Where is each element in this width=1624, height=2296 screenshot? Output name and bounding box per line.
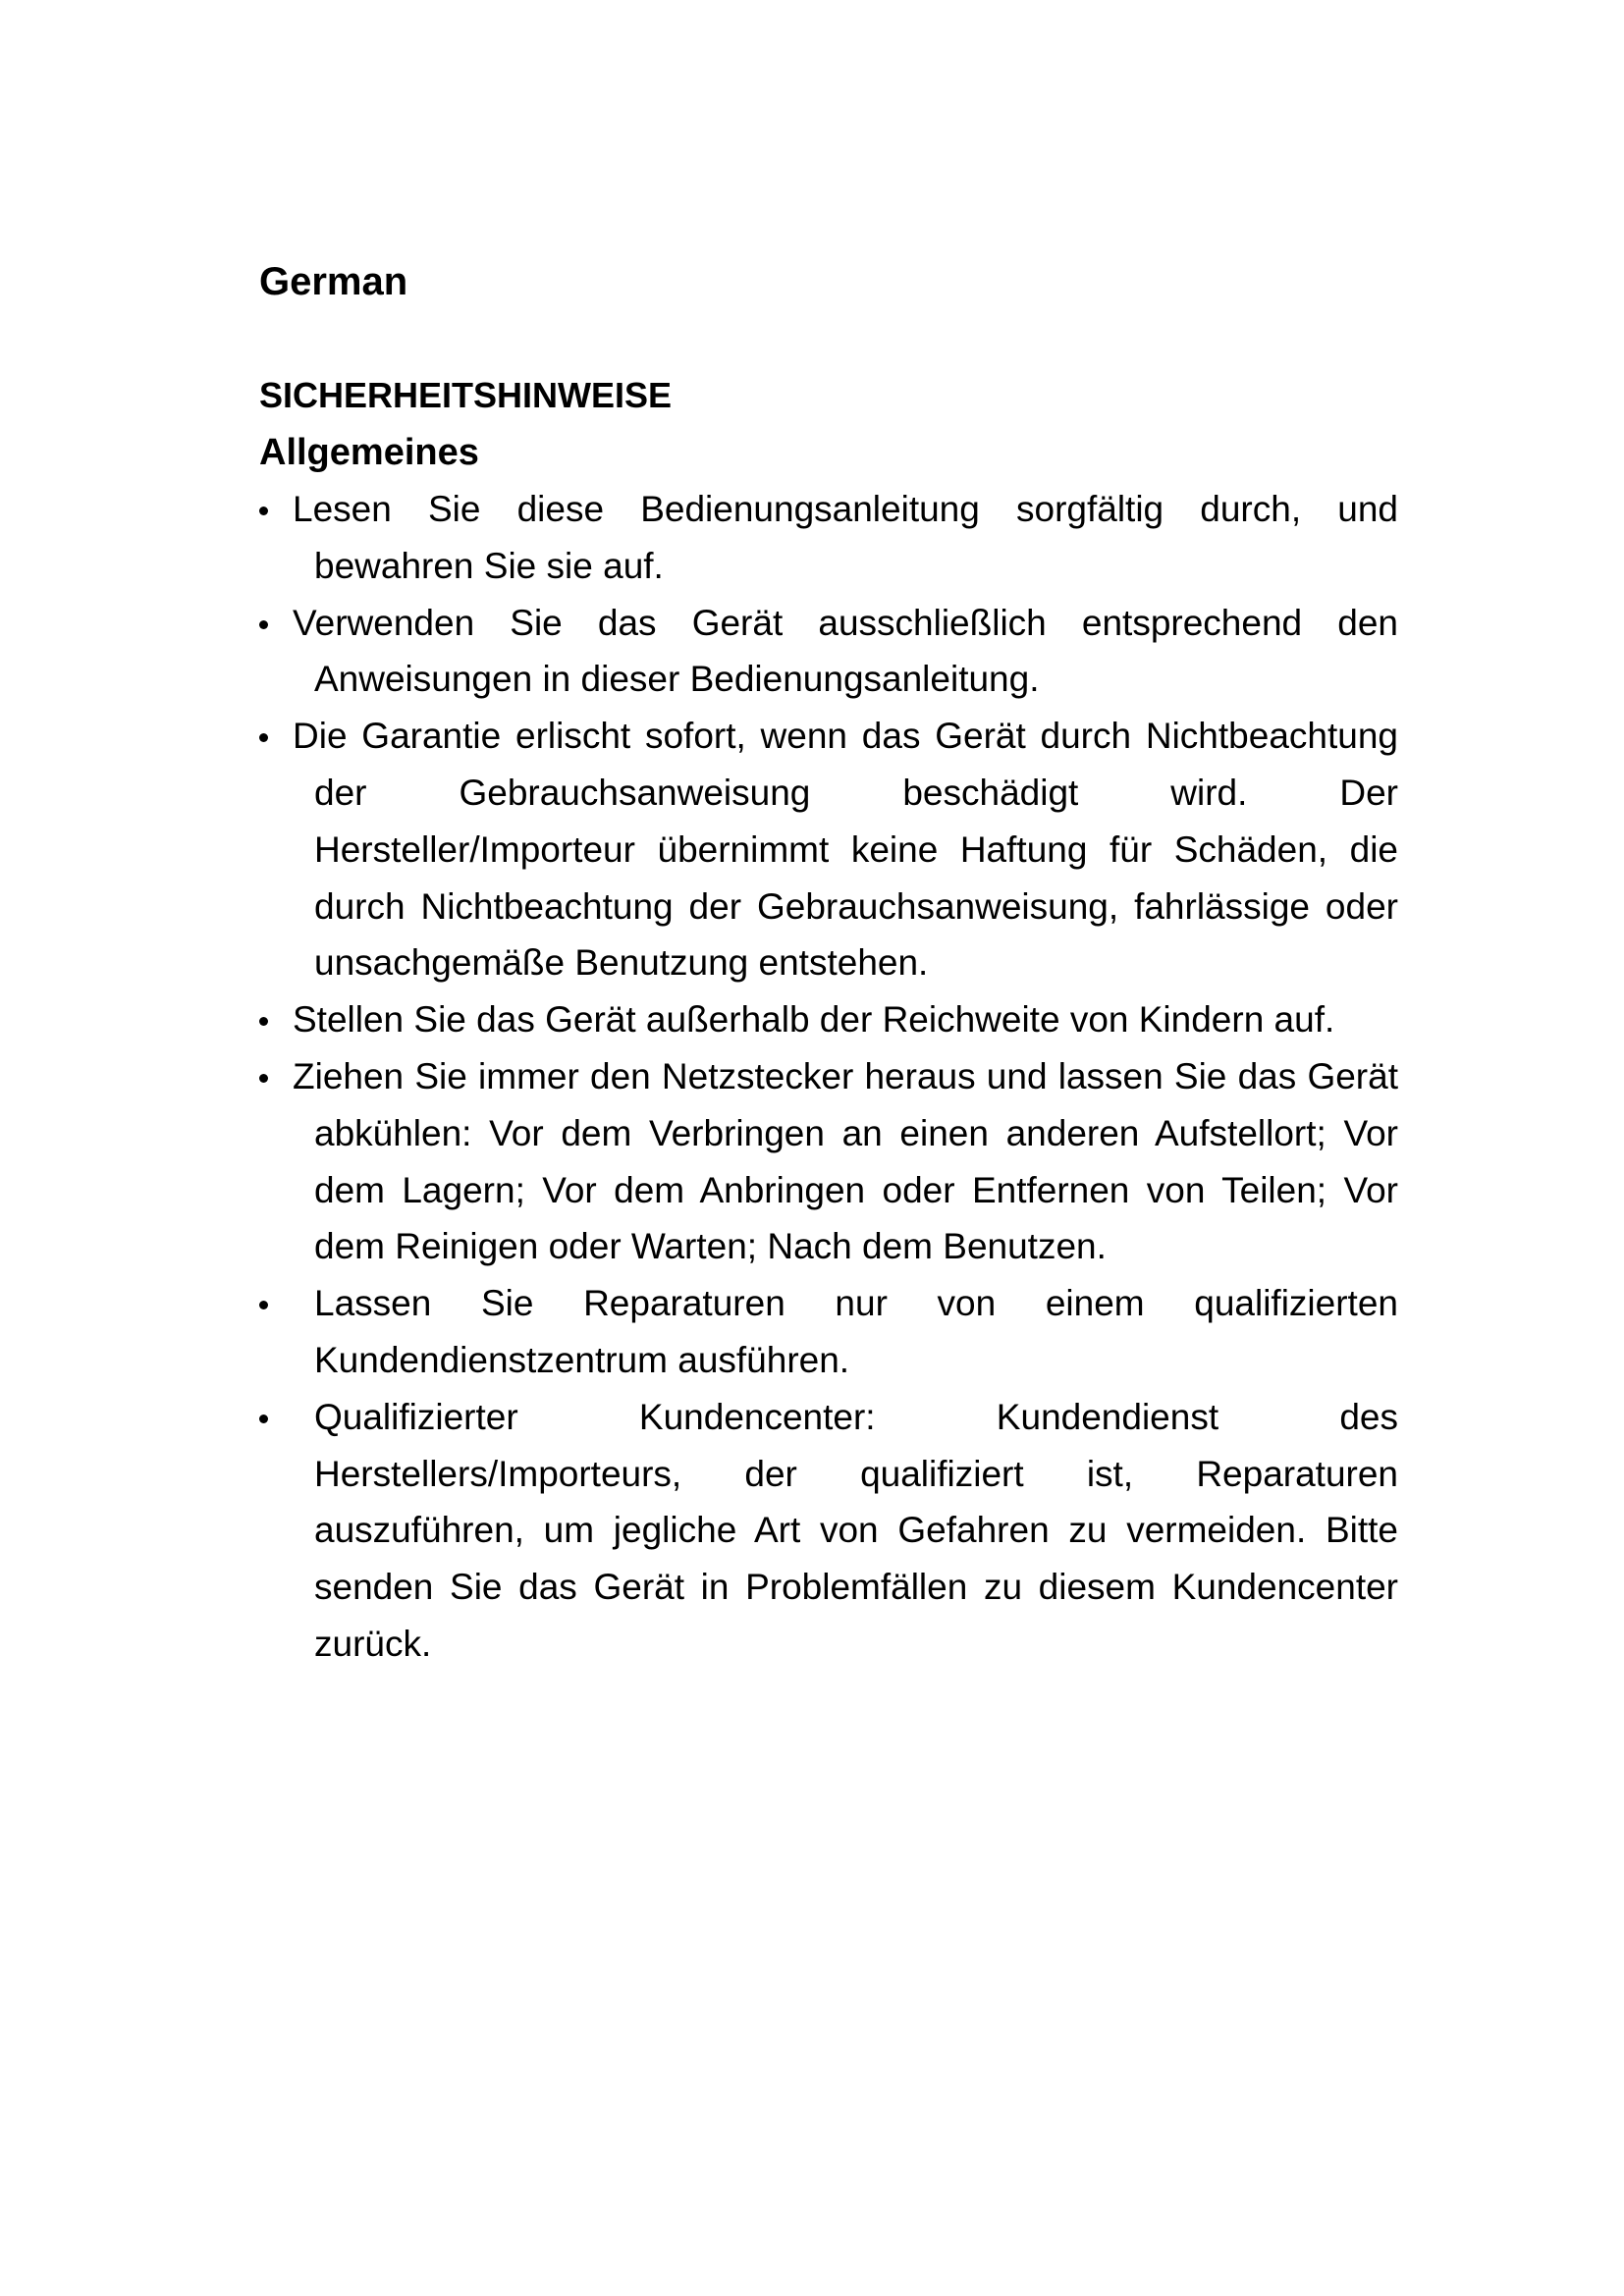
list-item xyxy=(259,595,1398,709)
list-item xyxy=(259,1389,1398,1673)
list-item xyxy=(259,481,1398,595)
list-item xyxy=(259,991,1398,1048)
bullet-dot-icon xyxy=(259,1301,268,1309)
list-item-text: Stellen Sie das Gerät außerhalb der Reichweite von Kindern auf. xyxy=(293,999,1335,1041)
list-item xyxy=(259,1275,1398,1389)
list-item-text: Verwenden Sie das Gerät ausschließlich entsprechend den Anweisungen in dieser Bedienungsanleitung. xyxy=(293,602,1398,700)
language-heading: German xyxy=(259,260,408,303)
bullet-list xyxy=(259,481,1398,1673)
list-item xyxy=(259,708,1398,991)
list-item-text: Die Garantie erlischt sofort, wenn das Gerät durch Nichtbeachtung der Gebrauchsanweisung beschädigt wird. Der Hersteller/Importeur übernimmt keine Haftung für Schäden, die durch Nichtbeachtung der Gebrauchsanweisung, fahrlässige oder unsachgemäße Benutzung entstehen. xyxy=(293,716,1398,984)
bullet-dot-icon xyxy=(259,733,268,742)
list-item-text: Qualifizierter Kundencenter: Kundendienst des Herstellers/Importeurs, der qualifiziert ist, Reparaturen auszuführen, um jegliche Art von Gefahren zu vermeiden. Bitte senden Sie das Gerät in Problemfällen zu diesem Kundencenter zurück. xyxy=(314,1396,1398,1664)
subsection-title: Allgemeines xyxy=(259,432,479,473)
section-title: SICHERHEITSHINWEISE xyxy=(259,375,673,415)
list-item xyxy=(259,1048,1398,1275)
list-item-text: Lesen Sie diese Bedienungsanleitung sorgfältig durch, und bewahren Sie sie auf. xyxy=(293,489,1398,586)
list-item-text: Ziehen Sie immer den Netzstecker heraus und lassen Sie das Gerät abkühlen: Vor dem Verbringen an einen anderen Aufstellort; Vor dem Lagern; Vor dem Anbringen oder Entfernen von Teilen; Vor dem Reinigen oder Warten; Nach dem Benutzen. xyxy=(293,1055,1398,1267)
bullet-dot-icon xyxy=(259,507,268,515)
bullet-dot-icon xyxy=(259,1415,268,1423)
bullet-dot-icon xyxy=(259,1074,268,1083)
bullet-dot-icon xyxy=(259,1017,268,1026)
list-item-text: Lassen Sie Reparaturen nur von einem qualifizierten Kundendienstzentrum ausführen. xyxy=(314,1283,1398,1380)
bullet-dot-icon xyxy=(259,620,268,629)
